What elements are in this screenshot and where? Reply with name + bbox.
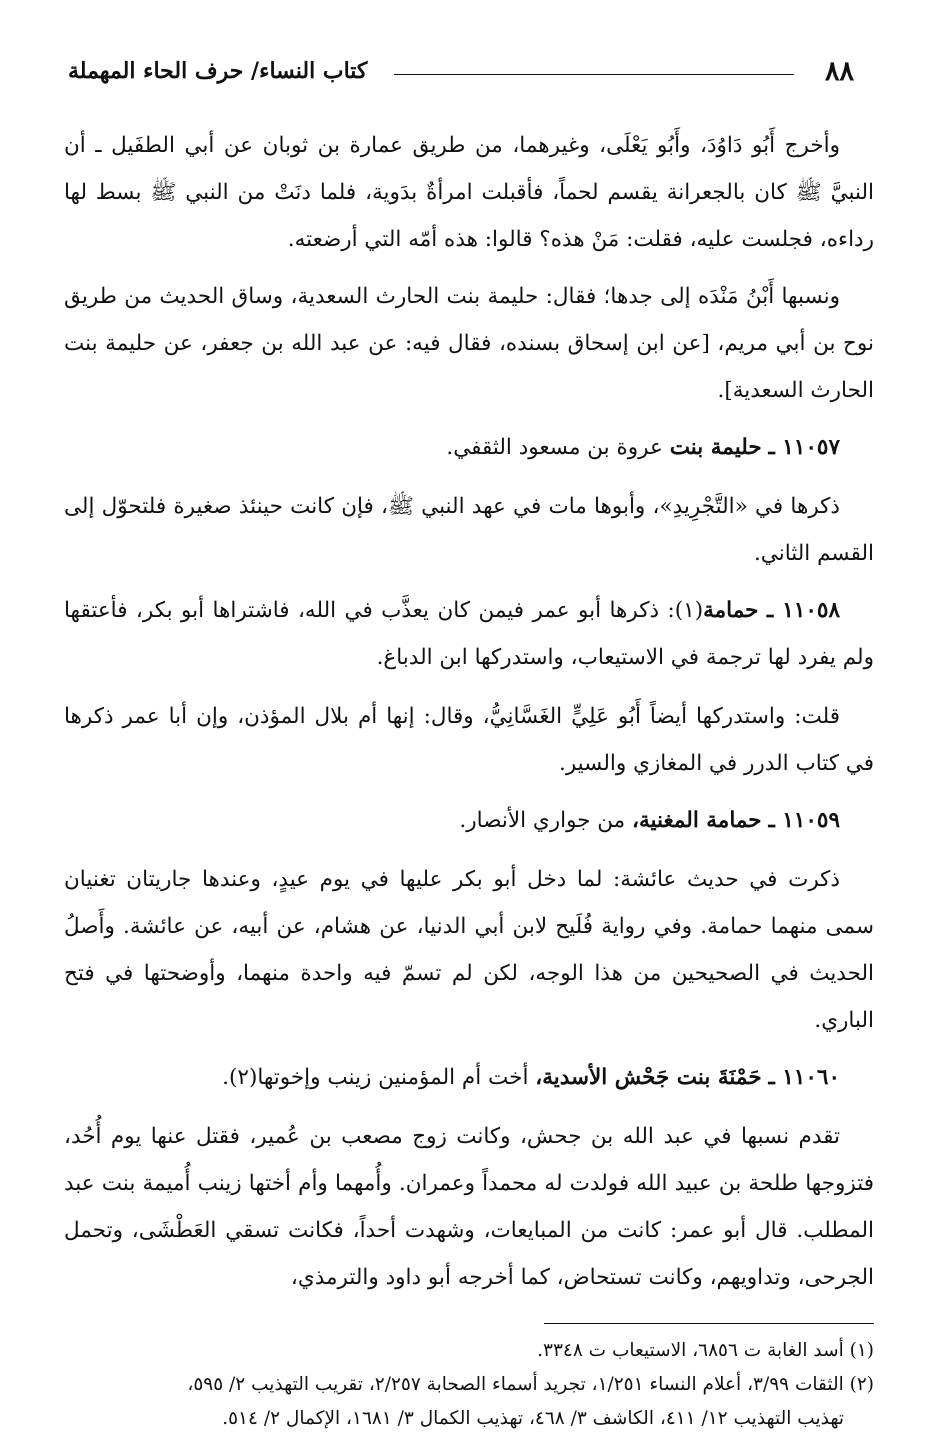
header-rule: [394, 74, 794, 75]
running-head: [64, 50, 874, 94]
footnote: (١) أسد الغابة ت ٦٨٥٦، الاستيعاب ت ٣٣٤٨.: [537, 1340, 874, 1361]
entry-number: ١١٠٥٩ ـ: [768, 808, 840, 833]
paragraph: ونسبها أَبْنُ مَنْدَه إلى جدها؛ فقال: حليمة بنت الحارث السعدية، وساق الحديث من طريق نوح بن أبي مريم، [عن ابن إسحاق بسنده، فقال فيه: عن عبد الله بن جعفر، عن حليمة بنت الحارث السعدية].: [64, 284, 874, 403]
entry-name: حمامة المغنية،: [632, 808, 762, 833]
paragraph: تقدم نسبها في عبد الله بن جحش، وكانت زوج مصعب بن عُمير، فقتل عنها يوم أُحُد، فتزوجها طلحة بن عبيد الله فولدت له محمداً وعمران. وأُمهما وأم أختها زينب أُميمة بنت عبد المطلب. قال أبو عمر: كانت من المبايعات، وشهدت أحداً، فكانت تسقي العَطْشَى، وتحمل الجرحى، وتداويهم، وكانت تستحاض، كما أخرجه أبو داود والترمذي،: [64, 1124, 874, 1290]
paragraph: قلت: واستدركها أيضاً أَبُو عَلِيٍّ الغَسَّانِيُّ، وقال: إنها أم بلال المؤذن، وإن أبا عمر ذكرها في كتاب الدرر في المغازي والسير.: [64, 704, 874, 776]
footnote-continuation: تهذيب التهذيب ١٢/ ٤١١، الكاشف ٣/ ٤٦٨، تهذيب الكمال ٣/ ١٦٨١، الإكمال ٢/ ٥١٤.: [222, 1408, 844, 1429]
page-number: ٨٨: [824, 56, 854, 87]
entry-11060: [64, 1054, 874, 1101]
footnote-rule: [544, 1323, 874, 1324]
entry-text: من جواري الأنصار.: [459, 808, 626, 833]
entry-11059: [64, 797, 874, 844]
entry-number: ١١٠٥٧ ـ: [768, 435, 840, 460]
running-title: كتاب النساء/ حرف الحاء المهملة: [68, 58, 368, 84]
entry-text: (١): ذكرها أبو عمر فيمن كان يعذَّب في الله، فاشتراها أبو بكر، فأعتقها ولم يفرد لها ترجمة في الاستيعاب، واستدركها ابن الدباغ.: [64, 598, 874, 670]
entry-11058: [64, 587, 874, 681]
entry-name: حليمة بنت: [669, 435, 762, 460]
entry-number: ١١٠٦٠ ـ: [768, 1065, 840, 1090]
entry-text: عروة بن مسعود الثقفي.: [446, 435, 663, 460]
footnotes: [64, 1334, 874, 1436]
entry-number: ١١٠٥٨ ـ: [766, 598, 840, 623]
entry-11057: [64, 424, 874, 471]
entry-text: أخت أم المؤمنين زينب وإخوتها(٢).: [222, 1065, 529, 1090]
main-text: [64, 122, 874, 1301]
paragraph: ذكرت في حديث عائشة: لما دخل أبو بكر عليها في يوم عيدٍ، وعندها جاريتان تغنيان سمى منهما حمامة. وفي رواية فُلَيح لابن أبي الدنيا، عن هشام، عن أبيه، عن عائشة. وأَصلُ الحديث في الصحيحين من هذا الوجه، لكن لم تسمّ فيه واحدة منهما، وأوضحتها في فتح الباري.: [64, 867, 874, 1033]
footnote: (٢) الثقات ٣/٩٩، أعلام النساء ١/٢٥١، تجريد أسماء الصحابة ٢/٢٥٧، تقريب التهذيب ٢/ ٥٩٥،: [187, 1374, 874, 1395]
entry-name: حمامة: [703, 598, 759, 623]
entry-name: حَمْنَةَ بنت جَحْش الأسدية،: [535, 1065, 762, 1090]
paragraph: ذكرها في «التَّجْرِيدِ»، وأبوها مات في عهد النبي ﷺ، فإن كانت حينئذ صغيرة فلتحوّل إلى القسم الثاني.: [64, 494, 874, 566]
paragraph: وأخرج أَبُو دَاوُدَ، وأَبُو يَعْلَى، وغيرهما، من طريق عمارة بن ثوبان عن أبي الطفَيل ـ أن النبيَّ ﷺ كان بالجعرانة يقسم لحماً، فأقبلت امرأةٌ بدَوية، فلما دنَتْ من النبي ﷺ بسط لها رداءه، فجلست عليه، فقلت: مَنْ هذه؟ قالوا: هذه أمّه التي أرضعته.: [64, 133, 874, 252]
